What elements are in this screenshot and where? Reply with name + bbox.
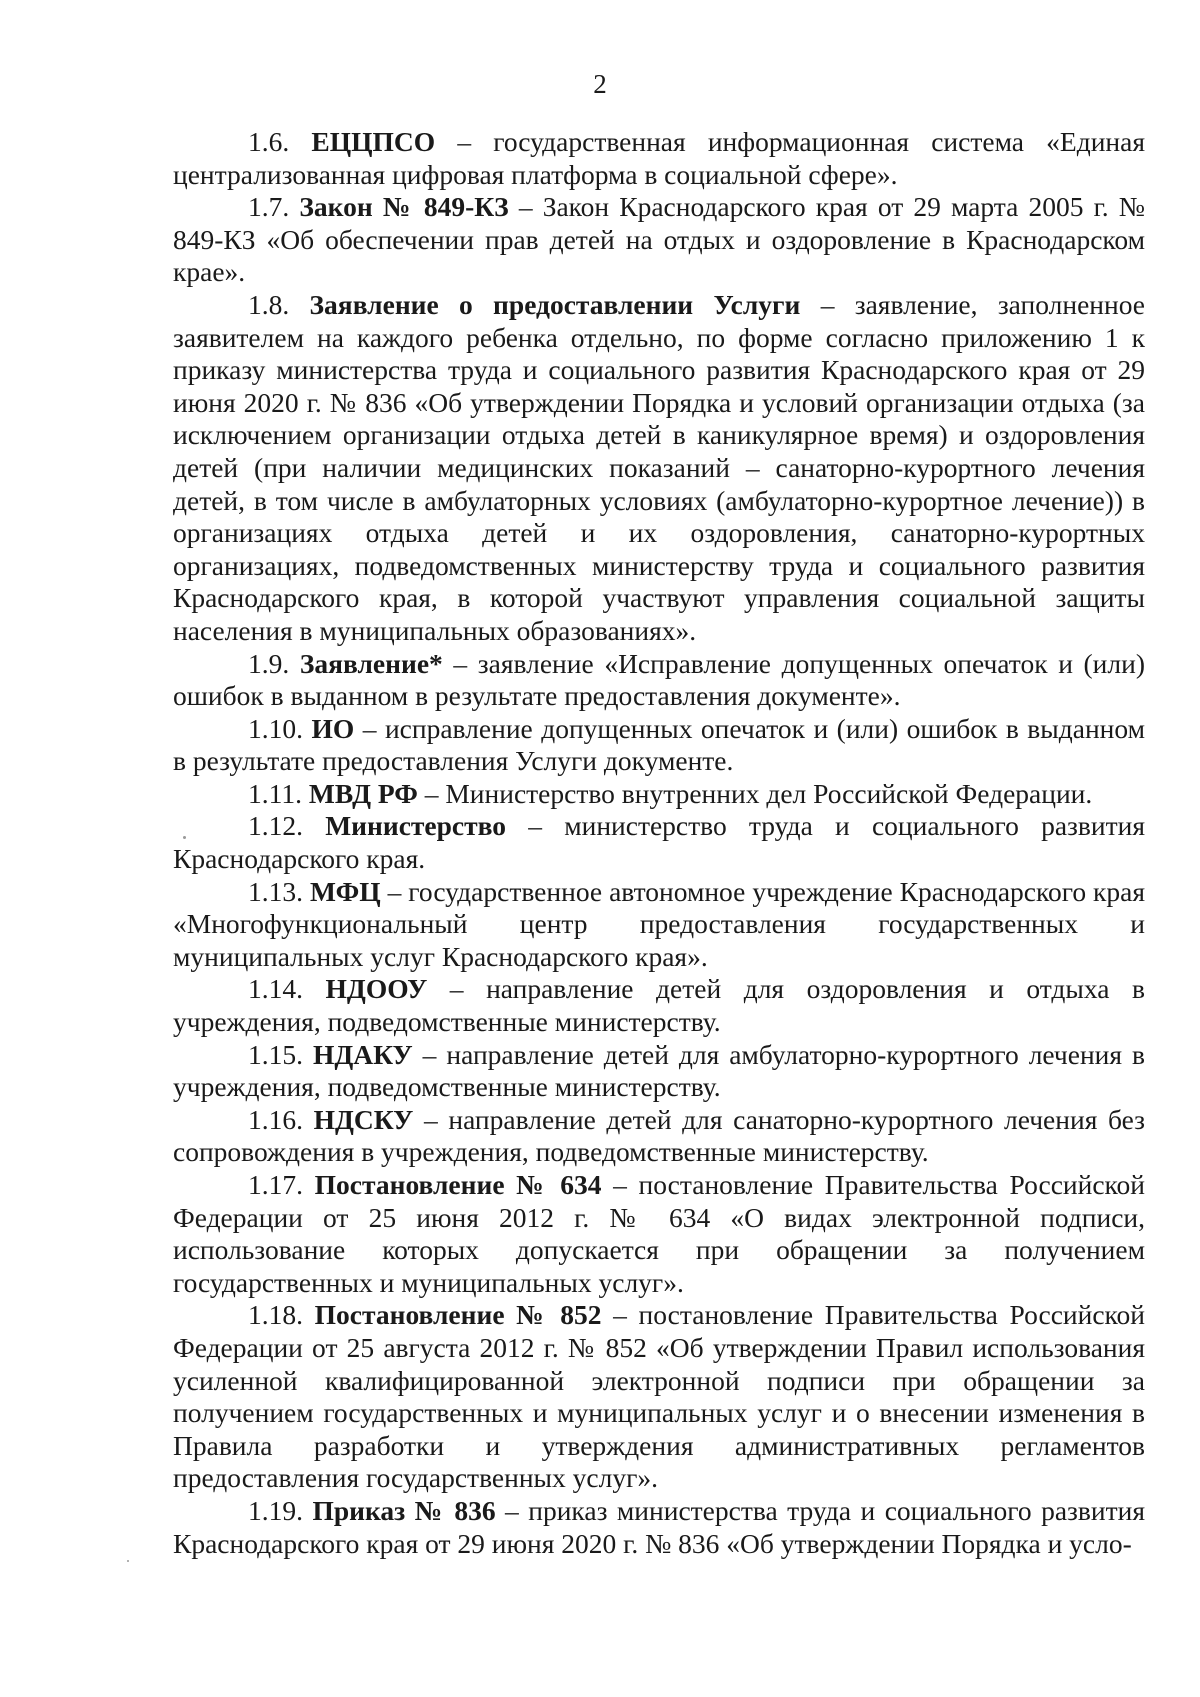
definition-paragraph [173, 973, 1145, 1038]
definition-text: – государственное автономное учреждение Краснодарского края «Многофункциональный центр предоставления государственных и муниципальных услуг Краснодарского края». [173, 875, 1146, 972]
item-number: 1.16. [248, 1103, 303, 1135]
definition-text: – направление детей для санаторно-курортного лечения без сопровождения в учреждения, подведомственные министерству. [173, 1103, 1145, 1168]
definition-paragraph [173, 1169, 1145, 1299]
item-number: 1.9. [248, 647, 290, 679]
definition-paragraph [173, 648, 1145, 713]
defined-term: НДСКУ [313, 1103, 414, 1135]
definition-text: – заявление «Исправление допущенных опечаток и (или) ошибок в выданном в результате предоставления документе». [173, 647, 1145, 712]
definition-text: – заявление, заполненное заявителем на каждого ребенка отдельно, по форме согласно приложению 1 к приказу министерства труда и социального развития Краснодарского края от 29 июня 2020 г. № 836 «Об утверждении Порядка и условий организации отдыха (за исключением организации отдыха детей в каникулярное время) и оздоровления детей (при наличии медицинских показаний – санаторно-курортного лечения детей, в том числе в амбулаторных условиях (амбулаторно-курортное лечение)) в организациях отдыха детей и их оздоровления, санаторно-курортных организациях, подведомственных министерству труда и социального развития Краснодарского края, в которой участвуют управления социальной защиты населения в муниципальных образованиях». [173, 288, 1145, 646]
scan-speck [183, 836, 186, 839]
defined-term: МФЦ [309, 875, 381, 907]
item-number: 1.12. [248, 810, 303, 842]
item-number: 1.17. [248, 1169, 303, 1200]
item-number: 1.8. [248, 288, 290, 320]
definition-paragraph [173, 713, 1145, 778]
defined-term: Приказ № 836 [312, 1494, 496, 1526]
defined-term: ИО [311, 712, 355, 744]
item-number: 1.14. [248, 973, 303, 1005]
definition-paragraph [173, 810, 1145, 875]
page-number: 2 [593, 69, 607, 99]
definitions-list [173, 126, 1145, 1560]
defined-term: Заявление* [299, 647, 443, 679]
definition-paragraph [173, 876, 1145, 974]
definition-paragraph [173, 778, 1145, 811]
definition-paragraph [173, 1104, 1145, 1169]
item-number: 1.7. [248, 191, 290, 223]
definition-paragraph [173, 1299, 1145, 1495]
definition-text: – постановление Правительства Российской Федерации от 25 августа 2012 г. № 852 «Об утверждении Правил использования усиленной квалифицированной электронной подписи при обращении за получением государственных и муниципальных услуг и о внесении изменения в Правила разработки и утверждения административных регламентов предоставления государственных услуг». [173, 1299, 1145, 1494]
defined-term: Министерство [325, 810, 507, 842]
definition-text: – министерство труда и социального развития Краснодарского края. [173, 810, 1145, 875]
item-number: 1.11. [248, 777, 302, 809]
definition-paragraph [173, 1495, 1145, 1560]
definition-text: – направление детей для оздоровления и отдыха в учреждения, подведомственные министерству. [173, 973, 1145, 1038]
item-number: 1.6. [248, 126, 290, 157]
item-number: 1.19. [248, 1494, 303, 1526]
definition-text: – государственная информационная система «Единая централизованная цифровая платформа в социальной сфере». [173, 126, 1145, 190]
definition-text: – Закон Краснодарского края от 29 марта 2005 г. № 849-КЗ «Об обеспечении прав детей на отдых и оздоровление в Краснодарском крае». [173, 191, 1145, 288]
definition-text: – исправление допущенных опечаток и (или) ошибок в выданном в результате предоставления Услуги документе. [173, 712, 1146, 777]
defined-term: НДООУ [325, 973, 428, 1005]
defined-term: МВД РФ [308, 777, 418, 809]
item-number: 1.13. [248, 875, 303, 907]
scan-speck [127, 1560, 129, 1562]
definition-text: – приказ министерства труда и социального развития Краснодарского края от 29 июня 2020 г. № 836 «Об утверждении Порядка и усло- [173, 1494, 1145, 1559]
defined-term: Постановление № 852 [314, 1299, 602, 1331]
item-number: 1.10. [248, 712, 303, 744]
item-number: 1.18. [248, 1299, 303, 1331]
item-number: 1.15. [248, 1038, 303, 1070]
defined-term: НДАКУ [312, 1038, 413, 1070]
defined-term: ЕЦЦПСО [311, 126, 436, 157]
definition-paragraph [173, 191, 1145, 289]
definition-text: – Министерство внутренних дел Российской Федерации. [417, 777, 1093, 809]
definition-paragraph [173, 126, 1145, 191]
definition-paragraph [173, 1039, 1145, 1104]
definition-text: – направление детей для амбулаторно-курортного лечения в учреждения, подведомственные министерству. [173, 1038, 1145, 1103]
defined-term: Постановление № 634 [314, 1169, 602, 1200]
definition-paragraph [173, 289, 1145, 648]
definition-text: – постановление Правительства Российской Федерации от 25 июня 2012 г. № 634 «О видах электронной подписи, использование которых допускается при обращении за получением государственных и муниципальных услуг». [173, 1169, 1145, 1298]
defined-term: Заявление о предоставлении Услуги [309, 288, 801, 320]
defined-term: Закон № 849-КЗ [299, 191, 509, 223]
